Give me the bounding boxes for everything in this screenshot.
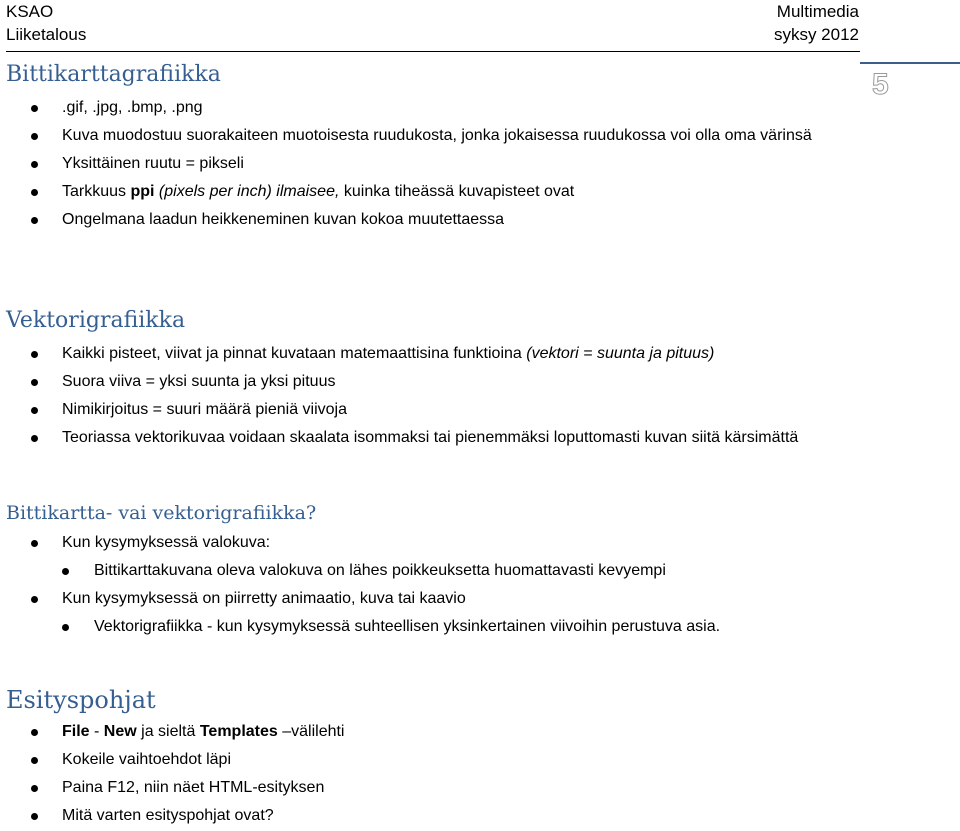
list-text: - bbox=[89, 723, 104, 740]
bold-term: Templates bbox=[199, 723, 278, 740]
header-org: KSAO bbox=[6, 2, 54, 21]
bitmap-list bbox=[0, 94, 900, 234]
page-number-rule bbox=[860, 62, 960, 64]
section-title-vector: Vektorigrafiikka bbox=[6, 308, 186, 333]
list-item bbox=[0, 718, 900, 746]
section-title-templates: Esityspohjat bbox=[6, 686, 156, 714]
header-divider bbox=[6, 51, 860, 52]
list-item: Yksittäinen ruutu = pikseli bbox=[0, 150, 900, 178]
bold-term: File bbox=[62, 723, 90, 740]
header-right bbox=[774, 0, 859, 46]
list-text: –välilehti bbox=[277, 723, 345, 740]
list-item bbox=[0, 340, 900, 368]
list-item: Nimikirjoitus = suuri määrä pieniä viivoja bbox=[0, 396, 900, 424]
list-text: Tarkkuus bbox=[62, 183, 131, 200]
vector-list bbox=[0, 340, 900, 452]
comparison-list bbox=[0, 529, 900, 641]
list-text: kuinka tiheässä kuvapisteet ovat bbox=[339, 183, 575, 200]
list-text: Kaikki pisteet, viivat ja pinnat kuvataan matemaattisina funktioina bbox=[62, 345, 527, 362]
italic-term: (vektori = suunta ja pituus) bbox=[526, 345, 715, 362]
section-title-comparison: Bittikartta- vai vektorigrafiikka? bbox=[6, 502, 317, 524]
page-number-mark bbox=[860, 62, 960, 101]
list-item: Paina F12, niin näet HTML-esityksen bbox=[0, 774, 900, 802]
sub-list-item: Bittikarttakuvana oleva valokuva on lähes poikkeuksetta huomattavasti kevyempi bbox=[0, 557, 900, 585]
list-item: Mitä varten esityspohjat ovat? bbox=[0, 802, 900, 830]
list-item bbox=[0, 178, 900, 206]
bold-term: ppi bbox=[130, 183, 155, 200]
list-item: Kuva muodostuu suorakaiteen muotoisesta ruudukosta, jonka jokaisessa ruudukossa voi olla oma värinsä bbox=[0, 122, 852, 150]
list-text: ja sieltä bbox=[136, 723, 200, 740]
page-number: 5 bbox=[872, 68, 888, 101]
list-item: .gif, .jpg, .bmp, .png bbox=[0, 94, 900, 122]
templates-list bbox=[0, 718, 900, 830]
list-item: Teoriassa vektorikuvaa voidaan skaalata isommaksi tai pienemmäksi loputtomasti kuvan siitä kärsimättä bbox=[0, 424, 822, 452]
sub-list-item: Vektorigrafiikka - kun kysymyksessä suhteellisen yksinkertainen viivoihin perustuva asia. bbox=[0, 613, 900, 641]
list-item: Kun kysymyksessä valokuva: bbox=[0, 529, 900, 557]
list-item: Kun kysymyksessä on piirretty animaatio, kuva tai kaavio bbox=[0, 585, 900, 613]
list-item: Suora viiva = yksi suunta ja yksi pituus bbox=[0, 368, 900, 396]
section-title-bitmap: Bittikarttagrafiikka bbox=[6, 62, 221, 87]
header-course: Multimedia bbox=[776, 2, 859, 21]
bold-term: New bbox=[103, 723, 137, 740]
italic-term: (pixels per inch) ilmaisee, bbox=[154, 183, 340, 200]
header-term: syksy 2012 bbox=[773, 25, 859, 44]
list-item: Ongelmana laadun heikkeneminen kuvan kokoa muutettaessa bbox=[0, 206, 900, 234]
header-dept: Liiketalous bbox=[6, 25, 87, 44]
list-item: Kokeile vaihtoehdot läpi bbox=[0, 746, 900, 774]
header-left bbox=[6, 0, 86, 46]
